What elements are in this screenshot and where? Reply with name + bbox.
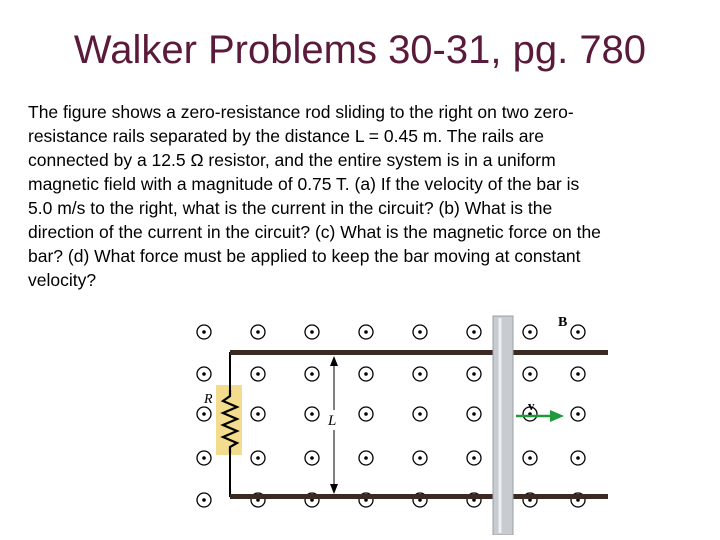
field-dot-icon <box>197 493 211 507</box>
field-dot-icon <box>197 325 211 339</box>
problem-line: The figure shows a zero-resistance rod sliding to the right on two zero- <box>28 102 574 122</box>
field-dot-icon <box>571 325 585 339</box>
field-dot-icon <box>251 325 265 339</box>
field-dot-icon <box>467 451 481 465</box>
field-dot-icon <box>413 325 427 339</box>
rod-rails-figure <box>188 310 608 540</box>
field-dot-icon <box>197 451 211 465</box>
field-dot-icon <box>571 451 585 465</box>
field-dot-icon <box>467 325 481 339</box>
field-dot-icon <box>197 367 211 381</box>
field-label: B <box>558 315 568 330</box>
field-dot-icon <box>251 451 265 465</box>
field-dot-icon <box>413 451 427 465</box>
velocity-arrowhead <box>550 410 564 422</box>
field-dot-icon <box>305 407 319 421</box>
problem-line: magnetic field with a magnitude of 0.75 T. (a) If the velocity of the bar is <box>28 174 580 194</box>
problem-line: 5.0 m/s to the right, what is the current in the circuit? (b) What is the <box>28 198 553 218</box>
slide-title: Walker Problems 30-31, pg. 780 <box>73 28 647 72</box>
sliding-rod <box>493 316 513 535</box>
length-arrowhead-top <box>330 356 338 366</box>
problem-statement <box>28 100 698 292</box>
circuit-diagram <box>188 310 608 535</box>
velocity-label: v <box>528 398 535 413</box>
field-dot-icon <box>523 325 537 339</box>
field-dot-icon <box>571 367 585 381</box>
field-dot-icon <box>359 451 373 465</box>
problem-line: velocity? <box>28 270 97 290</box>
field-dot-icon <box>413 367 427 381</box>
field-dot-icon <box>305 451 319 465</box>
field-dot-icon <box>413 407 427 421</box>
field-dot-icon <box>571 407 585 421</box>
problem-line: bar? (d) What force must be applied to keep the bar moving at constant <box>28 246 581 266</box>
field-dot-icon <box>305 325 319 339</box>
top-rail <box>230 350 608 355</box>
field-dot-icon <box>523 367 537 381</box>
field-dot-icon <box>359 367 373 381</box>
length-label: L <box>328 413 337 429</box>
field-dot-icon <box>467 367 481 381</box>
field-dot-icon <box>523 451 537 465</box>
resistor-label: R <box>204 392 213 407</box>
field-dot-icon <box>251 407 265 421</box>
field-dot-icon <box>359 325 373 339</box>
field-dot-icon <box>359 407 373 421</box>
field-dot-icon <box>251 367 265 381</box>
field-dot-icon <box>197 407 211 421</box>
problem-line: direction of the current in the circuit? (c) What is the magnetic force on the <box>28 222 601 242</box>
length-arrowhead-bottom <box>330 484 338 494</box>
problem-line: connected by a 12.5 Ω resistor, and the entire system is in a uniform <box>28 150 556 170</box>
field-dot-icon <box>467 407 481 421</box>
problem-line: resistance rails separated by the distance L = 0.45 m. The rails are <box>28 126 545 146</box>
field-dot-icon <box>305 367 319 381</box>
bottom-rail <box>230 494 608 499</box>
